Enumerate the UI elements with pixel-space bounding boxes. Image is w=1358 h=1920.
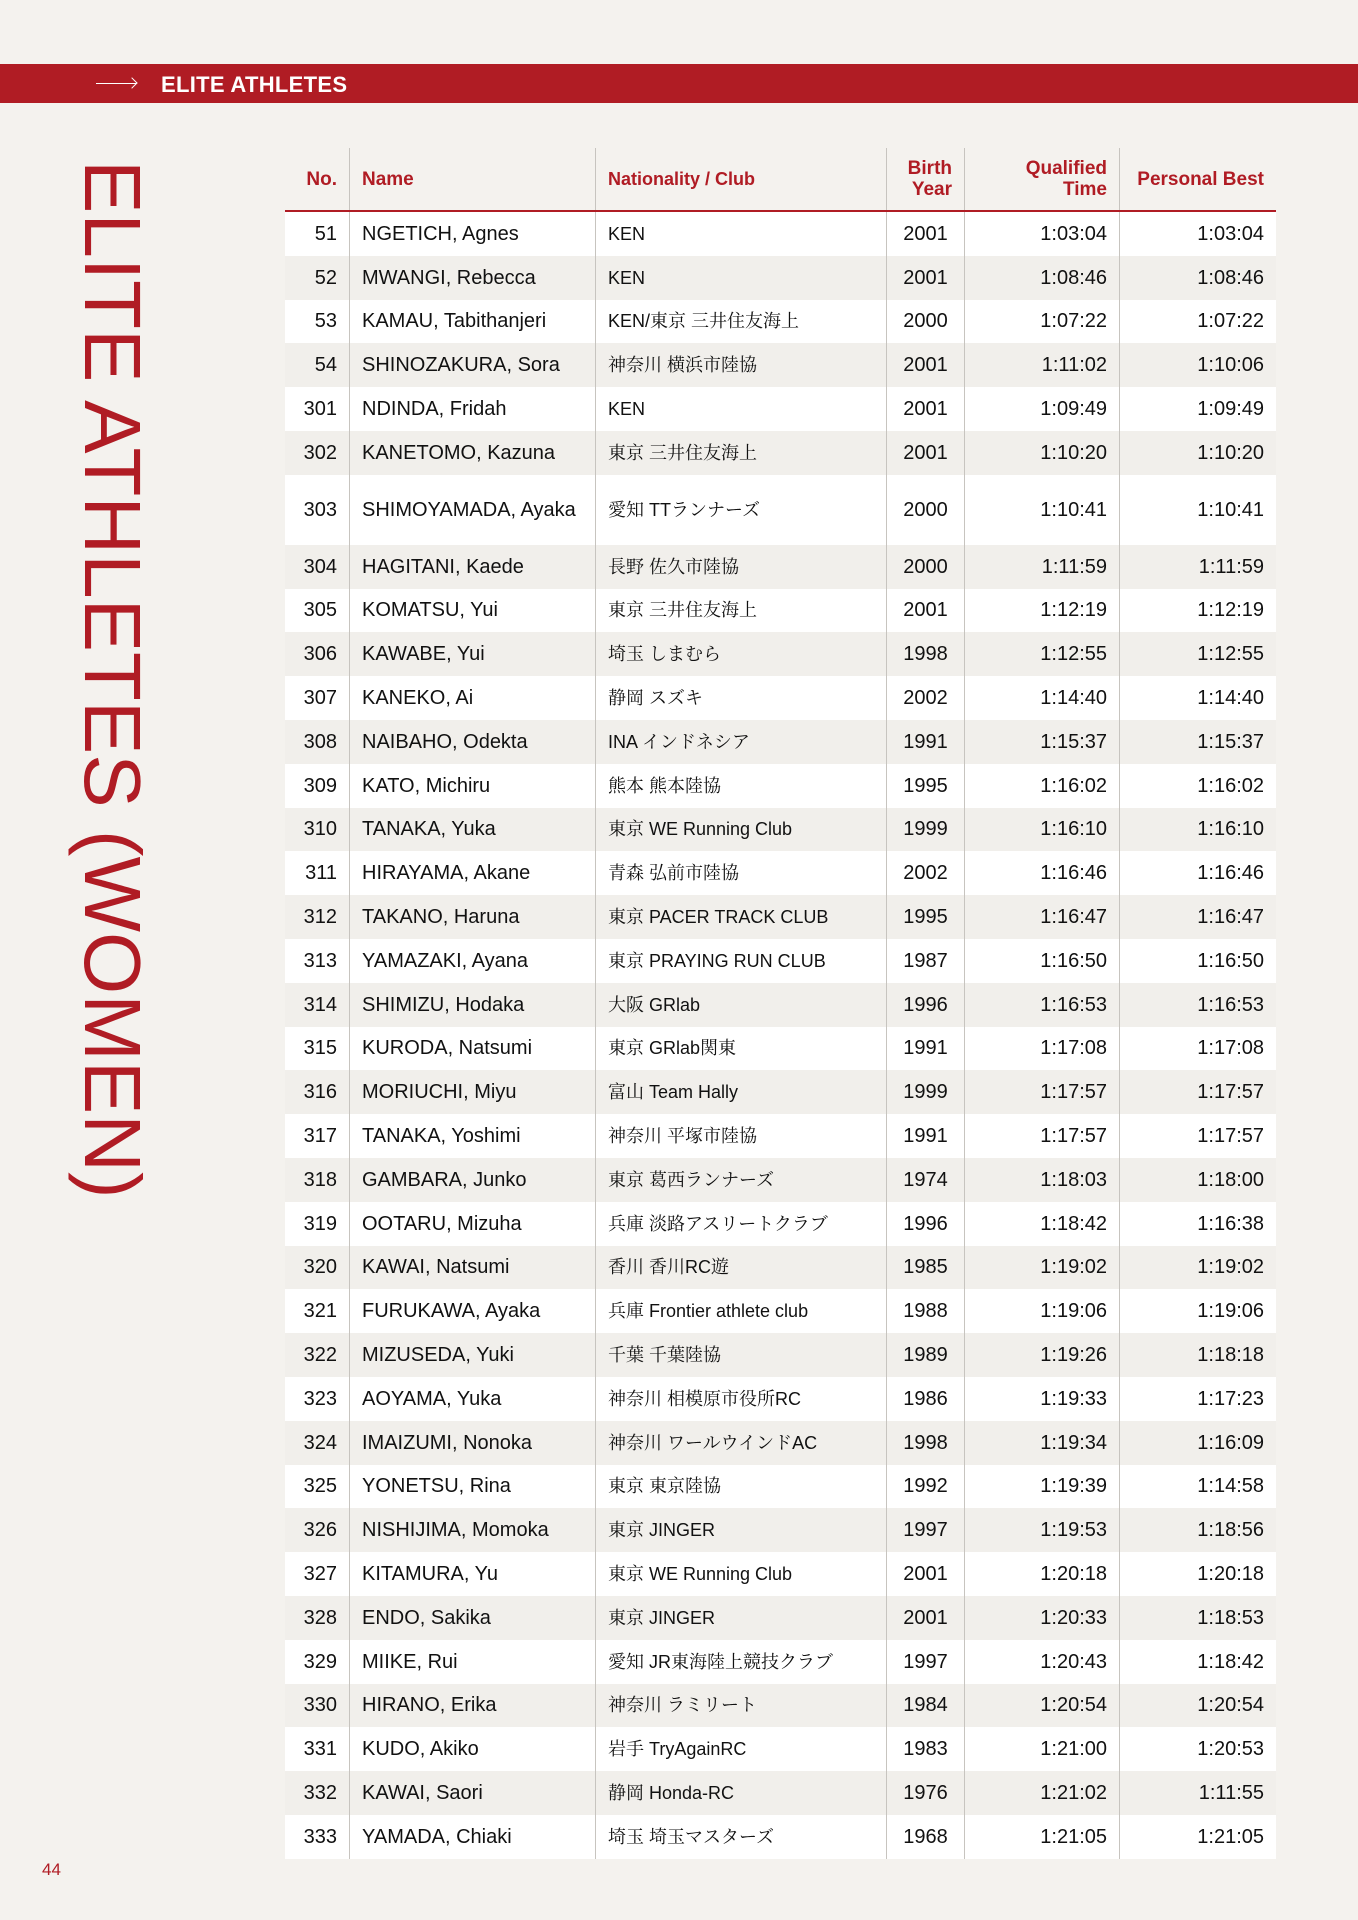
- cell-name: NDINDA, Fridah: [350, 387, 596, 431]
- cell-club: 静岡 スズキ: [596, 676, 887, 720]
- cell-name: MIZUSEDA, Yuki: [350, 1333, 596, 1377]
- cell-birth-year: 1991: [887, 720, 965, 764]
- cell-club: 東京 東京陸協: [596, 1465, 887, 1509]
- table-row: [285, 1465, 1276, 1509]
- cell-birth-year: 2001: [887, 431, 965, 475]
- cell-qualified-time: 1:08:46: [965, 256, 1120, 300]
- cell-club: INA インドネシア: [596, 720, 887, 764]
- table-row: [285, 300, 1276, 344]
- cell-personal-best: 1:18:42: [1120, 1640, 1277, 1684]
- cell-birth-year: 2001: [887, 211, 965, 256]
- cell-no: 314: [285, 983, 350, 1027]
- cell-birth-year: 2001: [887, 1552, 965, 1596]
- cell-birth-year: 1968: [887, 1815, 965, 1859]
- table-row: [285, 1815, 1276, 1859]
- cell-no: 317: [285, 1114, 350, 1158]
- cell-personal-best: 1:11:55: [1120, 1771, 1277, 1815]
- page-number: 44: [42, 1860, 61, 1879]
- cell-club: 熊本 熊本陸協: [596, 764, 887, 808]
- cell-personal-best: 1:19:02: [1120, 1246, 1277, 1290]
- table-row: [285, 1684, 1276, 1728]
- cell-no: 328: [285, 1596, 350, 1640]
- table-row: [285, 1377, 1276, 1421]
- cell-no: 302: [285, 431, 350, 475]
- cell-club: 大阪 GRlab: [596, 983, 887, 1027]
- athletes-table: [285, 148, 1276, 1859]
- table-row: [285, 1421, 1276, 1465]
- cell-no: 313: [285, 939, 350, 983]
- cell-personal-best: 1:19:06: [1120, 1289, 1277, 1333]
- cell-birth-year: 1998: [887, 632, 965, 676]
- banner-title: ELITE ATHLETES: [161, 72, 348, 97]
- cell-name: KAWABE, Yui: [350, 632, 596, 676]
- cell-name: NGETICH, Agnes: [350, 211, 596, 256]
- cell-qualified-time: 1:07:22: [965, 300, 1120, 344]
- cell-birth-year: 2000: [887, 475, 965, 545]
- table-row: [285, 851, 1276, 895]
- cell-club: 埼玉 しまむら: [596, 632, 887, 676]
- cell-no: 303: [285, 475, 350, 545]
- header-no: No.: [285, 148, 350, 211]
- cell-name: MIIKE, Rui: [350, 1640, 596, 1684]
- table-row: [285, 676, 1276, 720]
- table-row: [285, 983, 1276, 1027]
- cell-no: 319: [285, 1202, 350, 1246]
- cell-qualified-time: 1:09:49: [965, 387, 1120, 431]
- cell-name: KATO, Michiru: [350, 764, 596, 808]
- cell-name: KANETOMO, Kazuna: [350, 431, 596, 475]
- cell-no: 51: [285, 211, 350, 256]
- cell-no: 301: [285, 387, 350, 431]
- cell-qualified-time: 1:16:10: [965, 808, 1120, 852]
- cell-no: 53: [285, 300, 350, 344]
- cell-birth-year: 1985: [887, 1246, 965, 1290]
- section-banner: [0, 64, 1358, 103]
- cell-personal-best: 1:16:09: [1120, 1421, 1277, 1465]
- cell-qualified-time: 1:16:02: [965, 764, 1120, 808]
- cell-club: KEN: [596, 387, 887, 431]
- cell-no: 52: [285, 256, 350, 300]
- cell-name: ENDO, Sakika: [350, 1596, 596, 1640]
- cell-personal-best: 1:07:22: [1120, 300, 1277, 344]
- cell-personal-best: 1:18:56: [1120, 1508, 1277, 1552]
- cell-qualified-time: 1:17:08: [965, 1027, 1120, 1071]
- cell-qualified-time: 1:18:03: [965, 1158, 1120, 1202]
- cell-qualified-time: 1:16:47: [965, 895, 1120, 939]
- cell-personal-best: 1:18:53: [1120, 1596, 1277, 1640]
- cell-birth-year: 2001: [887, 256, 965, 300]
- cell-club: 神奈川 相模原市役所RC: [596, 1377, 887, 1421]
- cell-name: SHIMIZU, Hodaka: [350, 983, 596, 1027]
- cell-name: AOYAMA, Yuka: [350, 1377, 596, 1421]
- cell-name: HIRAYAMA, Akane: [350, 851, 596, 895]
- cell-personal-best: 1:16:10: [1120, 808, 1277, 852]
- cell-personal-best: 1:16:46: [1120, 851, 1277, 895]
- cell-qualified-time: 1:16:50: [965, 939, 1120, 983]
- cell-club: 東京 PRAYING RUN CLUB: [596, 939, 887, 983]
- cell-no: 333: [285, 1815, 350, 1859]
- cell-qualified-time: 1:16:46: [965, 851, 1120, 895]
- cell-no: 330: [285, 1684, 350, 1728]
- table-row: [285, 632, 1276, 676]
- cell-qualified-time: 1:17:57: [965, 1114, 1120, 1158]
- cell-club: 香川 香川RC遊: [596, 1246, 887, 1290]
- cell-personal-best: 1:16:38: [1120, 1202, 1277, 1246]
- cell-no: 329: [285, 1640, 350, 1684]
- table-row: [285, 1202, 1276, 1246]
- table-row: [285, 1552, 1276, 1596]
- cell-qualified-time: 1:19:33: [965, 1377, 1120, 1421]
- table-row: [285, 1508, 1276, 1552]
- cell-birth-year: 1995: [887, 764, 965, 808]
- cell-club: 長野 佐久市陸協: [596, 545, 887, 589]
- cell-birth-year: 2002: [887, 676, 965, 720]
- cell-name: YONETSU, Rina: [350, 1465, 596, 1509]
- cell-personal-best: 1:10:41: [1120, 475, 1277, 545]
- page-title-vertical: ELITE ATHLETES (WOMEN): [68, 160, 157, 1199]
- cell-personal-best: 1:14:58: [1120, 1465, 1277, 1509]
- cell-name: KAWAI, Natsumi: [350, 1246, 596, 1290]
- cell-birth-year: 1999: [887, 808, 965, 852]
- cell-no: 321: [285, 1289, 350, 1333]
- cell-personal-best: 1:16:53: [1120, 983, 1277, 1027]
- table-row: [285, 545, 1276, 589]
- cell-qualified-time: 1:20:43: [965, 1640, 1120, 1684]
- cell-personal-best: 1:17:23: [1120, 1377, 1277, 1421]
- table-row: [285, 211, 1276, 256]
- cell-no: 310: [285, 808, 350, 852]
- cell-name: MWANGI, Rebecca: [350, 256, 596, 300]
- cell-club: 神奈川 ワールウインドAC: [596, 1421, 887, 1465]
- cell-birth-year: 1999: [887, 1070, 965, 1114]
- cell-no: 311: [285, 851, 350, 895]
- cell-birth-year: 2000: [887, 300, 965, 344]
- cell-no: 315: [285, 1027, 350, 1071]
- cell-birth-year: 1991: [887, 1114, 965, 1158]
- cell-name: IMAIZUMI, Nonoka: [350, 1421, 596, 1465]
- cell-birth-year: 2001: [887, 1596, 965, 1640]
- table-row: [285, 1114, 1276, 1158]
- cell-qualified-time: 1:14:40: [965, 676, 1120, 720]
- cell-qualified-time: 1:19:02: [965, 1246, 1120, 1290]
- cell-personal-best: 1:20:18: [1120, 1552, 1277, 1596]
- cell-no: 306: [285, 632, 350, 676]
- cell-club: KEN: [596, 256, 887, 300]
- cell-qualified-time: 1:19:53: [965, 1508, 1120, 1552]
- cell-qualified-time: 1:12:19: [965, 589, 1120, 633]
- cell-personal-best: 1:10:06: [1120, 343, 1277, 387]
- cell-name: SHIMOYAMADA, Ayaka: [350, 475, 596, 545]
- cell-qualified-time: 1:20:54: [965, 1684, 1120, 1728]
- header-personal-best: Personal Best: [1120, 148, 1277, 211]
- cell-club: 富山 Team Hally: [596, 1070, 887, 1114]
- cell-qualified-time: 1:20:18: [965, 1552, 1120, 1596]
- cell-no: 327: [285, 1552, 350, 1596]
- cell-name: YAMADA, Chiaki: [350, 1815, 596, 1859]
- cell-birth-year: 1992: [887, 1465, 965, 1509]
- cell-qualified-time: 1:11:02: [965, 343, 1120, 387]
- cell-name: YAMAZAKI, Ayana: [350, 939, 596, 983]
- cell-birth-year: 1996: [887, 1202, 965, 1246]
- cell-no: 316: [285, 1070, 350, 1114]
- cell-qualified-time: 1:10:20: [965, 431, 1120, 475]
- header-qualified-time: Qualified Time: [965, 148, 1120, 211]
- cell-club: 愛知 TTランナーズ: [596, 475, 887, 545]
- cell-club: 神奈川 横浜市陸協: [596, 343, 887, 387]
- cell-club: 東京 三井住友海上: [596, 589, 887, 633]
- cell-birth-year: 2001: [887, 387, 965, 431]
- header-name: Name: [350, 148, 596, 211]
- cell-qualified-time: 1:10:41: [965, 475, 1120, 545]
- cell-personal-best: 1:17:57: [1120, 1114, 1277, 1158]
- cell-no: 318: [285, 1158, 350, 1202]
- cell-no: 309: [285, 764, 350, 808]
- cell-personal-best: 1:17:57: [1120, 1070, 1277, 1114]
- cell-personal-best: 1:10:20: [1120, 431, 1277, 475]
- cell-birth-year: 1989: [887, 1333, 965, 1377]
- cell-name: HAGITANI, Kaede: [350, 545, 596, 589]
- table-row: [285, 1027, 1276, 1071]
- cell-club: 東京 葛西ランナーズ: [596, 1158, 887, 1202]
- cell-qualified-time: 1:16:53: [965, 983, 1120, 1027]
- cell-qualified-time: 1:19:34: [965, 1421, 1120, 1465]
- cell-no: 324: [285, 1421, 350, 1465]
- cell-birth-year: 1997: [887, 1508, 965, 1552]
- cell-club: KEN/東京 三井住友海上: [596, 300, 887, 344]
- cell-personal-best: 1:14:40: [1120, 676, 1277, 720]
- cell-club: KEN: [596, 211, 887, 256]
- cell-club: 千葉 千葉陸協: [596, 1333, 887, 1377]
- cell-birth-year: 2000: [887, 545, 965, 589]
- cell-personal-best: 1:18:00: [1120, 1158, 1277, 1202]
- cell-qualified-time: 1:19:06: [965, 1289, 1120, 1333]
- cell-birth-year: 1984: [887, 1684, 965, 1728]
- cell-personal-best: 1:17:08: [1120, 1027, 1277, 1071]
- cell-name: TANAKA, Yoshimi: [350, 1114, 596, 1158]
- table-row: [285, 939, 1276, 983]
- cell-name: OOTARU, Mizuha: [350, 1202, 596, 1246]
- cell-no: 320: [285, 1246, 350, 1290]
- cell-qualified-time: 1:11:59: [965, 545, 1120, 589]
- cell-birth-year: 1997: [887, 1640, 965, 1684]
- cell-birth-year: 1996: [887, 983, 965, 1027]
- cell-no: 308: [285, 720, 350, 764]
- cell-personal-best: 1:15:37: [1120, 720, 1277, 764]
- cell-personal-best: 1:18:18: [1120, 1333, 1277, 1377]
- cell-club: 東京 JINGER: [596, 1596, 887, 1640]
- cell-name: KURODA, Natsumi: [350, 1027, 596, 1071]
- table-row: [285, 720, 1276, 764]
- cell-name: GAMBARA, Junko: [350, 1158, 596, 1202]
- cell-club: 神奈川 ラミリート: [596, 1684, 887, 1728]
- cell-qualified-time: 1:21:00: [965, 1727, 1120, 1771]
- cell-name: HIRANO, Erika: [350, 1684, 596, 1728]
- cell-personal-best: 1:16:50: [1120, 939, 1277, 983]
- cell-birth-year: 2001: [887, 589, 965, 633]
- cell-birth-year: 2001: [887, 343, 965, 387]
- cell-name: NISHIJIMA, Momoka: [350, 1508, 596, 1552]
- cell-qualified-time: 1:12:55: [965, 632, 1120, 676]
- table-row: [285, 1771, 1276, 1815]
- table-row: [285, 1070, 1276, 1114]
- table-row: [285, 431, 1276, 475]
- cell-qualified-time: 1:19:39: [965, 1465, 1120, 1509]
- cell-no: 322: [285, 1333, 350, 1377]
- cell-qualified-time: 1:19:26: [965, 1333, 1120, 1377]
- cell-personal-best: 1:03:04: [1120, 211, 1277, 256]
- table-row: [285, 1158, 1276, 1202]
- table-row: [285, 1289, 1276, 1333]
- cell-no: 312: [285, 895, 350, 939]
- cell-name: KOMATSU, Yui: [350, 589, 596, 633]
- cell-club: 愛知 JR東海陸上競技クラブ: [596, 1640, 887, 1684]
- table-row: [285, 764, 1276, 808]
- cell-personal-best: 1:16:47: [1120, 895, 1277, 939]
- cell-name: KANEKO, Ai: [350, 676, 596, 720]
- cell-qualified-time: 1:20:33: [965, 1596, 1120, 1640]
- cell-name: KAWAI, Saori: [350, 1771, 596, 1815]
- cell-no: 323: [285, 1377, 350, 1421]
- cell-personal-best: 1:20:53: [1120, 1727, 1277, 1771]
- cell-name: TAKANO, Haruna: [350, 895, 596, 939]
- cell-name: MORIUCHI, Miyu: [350, 1070, 596, 1114]
- cell-no: 325: [285, 1465, 350, 1509]
- cell-no: 331: [285, 1727, 350, 1771]
- cell-club: 兵庫 Frontier athlete club: [596, 1289, 887, 1333]
- table-row: [285, 1727, 1276, 1771]
- cell-name: KUDO, Akiko: [350, 1727, 596, 1771]
- cell-personal-best: 1:20:54: [1120, 1684, 1277, 1728]
- table-row: [285, 589, 1276, 633]
- cell-name: NAIBAHO, Odekta: [350, 720, 596, 764]
- cell-birth-year: 1987: [887, 939, 965, 983]
- cell-club: 神奈川 平塚市陸協: [596, 1114, 887, 1158]
- cell-no: 307: [285, 676, 350, 720]
- cell-club: 東京 GRlab関東: [596, 1027, 887, 1071]
- cell-birth-year: 1988: [887, 1289, 965, 1333]
- cell-club: 東京 PACER TRACK CLUB: [596, 895, 887, 939]
- table-row: [285, 808, 1276, 852]
- cell-personal-best: 1:11:59: [1120, 545, 1277, 589]
- cell-club: 岩手 TryAgainRC: [596, 1727, 887, 1771]
- cell-name: FURUKAWA, Ayaka: [350, 1289, 596, 1333]
- cell-personal-best: 1:08:46: [1120, 256, 1277, 300]
- table-row: [285, 1640, 1276, 1684]
- table-row: [285, 1333, 1276, 1377]
- cell-qualified-time: 1:15:37: [965, 720, 1120, 764]
- cell-personal-best: 1:09:49: [1120, 387, 1277, 431]
- cell-birth-year: 1995: [887, 895, 965, 939]
- cell-no: 332: [285, 1771, 350, 1815]
- cell-birth-year: 1991: [887, 1027, 965, 1071]
- cell-no: 326: [285, 1508, 350, 1552]
- cell-birth-year: 2002: [887, 851, 965, 895]
- cell-name: KAMAU, Tabithanjeri: [350, 300, 596, 344]
- cell-club: 東京 WE Running Club: [596, 808, 887, 852]
- cell-club: 東京 JINGER: [596, 1508, 887, 1552]
- cell-name: TANAKA, Yuka: [350, 808, 596, 852]
- table-row: [285, 343, 1276, 387]
- cell-club: 静岡 Honda-RC: [596, 1771, 887, 1815]
- header-birth-year: Birth Year: [887, 148, 965, 211]
- cell-club: 兵庫 淡路アスリートクラブ: [596, 1202, 887, 1246]
- cell-qualified-time: 1:21:05: [965, 1815, 1120, 1859]
- cell-qualified-time: 1:18:42: [965, 1202, 1120, 1246]
- table-row: [285, 256, 1276, 300]
- table-row: [285, 475, 1276, 545]
- cell-birth-year: 1974: [887, 1158, 965, 1202]
- cell-club: 東京 三井住友海上: [596, 431, 887, 475]
- cell-name: KITAMURA, Yu: [350, 1552, 596, 1596]
- table-row: [285, 1246, 1276, 1290]
- table-row: [285, 895, 1276, 939]
- cell-club: 東京 WE Running Club: [596, 1552, 887, 1596]
- cell-no: 305: [285, 589, 350, 633]
- cell-qualified-time: 1:17:57: [965, 1070, 1120, 1114]
- cell-club: 埼玉 埼玉マスターズ: [596, 1815, 887, 1859]
- cell-birth-year: 1998: [887, 1421, 965, 1465]
- cell-name: SHINOZAKURA, Sora: [350, 343, 596, 387]
- arrow-right-icon: [96, 83, 136, 84]
- cell-birth-year: 1983: [887, 1727, 965, 1771]
- cell-birth-year: 1976: [887, 1771, 965, 1815]
- table-header-row: [285, 148, 1276, 211]
- table-body: [285, 211, 1276, 1859]
- cell-personal-best: 1:21:05: [1120, 1815, 1277, 1859]
- cell-no: 304: [285, 545, 350, 589]
- cell-birth-year: 1986: [887, 1377, 965, 1421]
- cell-qualified-time: 1:03:04: [965, 211, 1120, 256]
- cell-personal-best: 1:12:55: [1120, 632, 1277, 676]
- cell-club: 青森 弘前市陸協: [596, 851, 887, 895]
- cell-no: 54: [285, 343, 350, 387]
- cell-qualified-time: 1:21:02: [965, 1771, 1120, 1815]
- table-row: [285, 387, 1276, 431]
- table-row: [285, 1596, 1276, 1640]
- header-nationality: Nationality / Club: [596, 148, 887, 211]
- cell-personal-best: 1:16:02: [1120, 764, 1277, 808]
- cell-personal-best: 1:12:19: [1120, 589, 1277, 633]
